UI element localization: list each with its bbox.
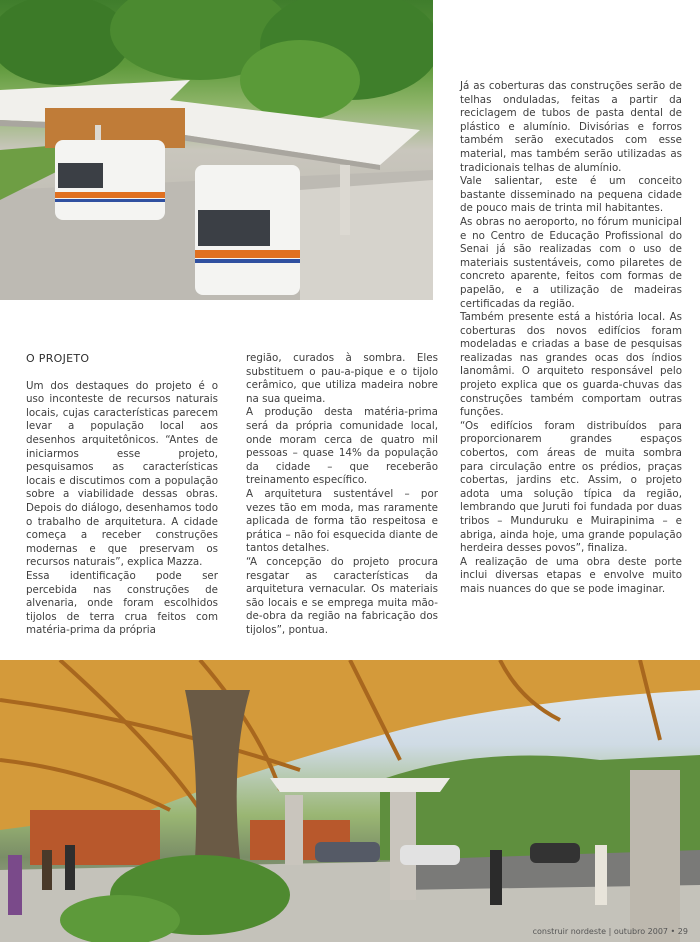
bus-terminal-rendering [0, 0, 433, 300]
article-column-3 [460, 80, 682, 597]
page-footer: construir nordeste | outubro 2007 • 29 [532, 927, 688, 936]
section-heading: O PROJETO [26, 352, 90, 365]
covered-plaza-rendering [0, 660, 700, 942]
paragraph: As obras no aeroporto, no fórum municipal e no Centro de Educação Profissional do Senai já são realizadas com o uso de materiais sustentáveis, como pilaretes de concreto aparente, feitos com formas de papelão, e a utilização de madeiras certificadas da região. [460, 215, 682, 310]
paragraph: Um dos destaques do projeto é o uso inconteste de recursos naturais locais, cujas características parecem levar a população local aos desenhos arquitetônicos. “Antes de iniciarmos esse projeto, pesquisamos as características locais e discutimos com a população sobre a viabilidade dessas obras. Depois do diálogo, desenhamos todo o trabalho de arquitetura. A cidade começa a receber construções modernas e que preservam os recursos naturais”, explica Mazza. [26, 379, 218, 569]
paragraph: A arquitetura sustentável – por vezes tão em moda, mas raramente aplicada de forma tão respeitosa e prática – não foi esquecida diante de tantos detalhes. [246, 487, 438, 555]
paragraph: “Os edifícios foram distribuídos para proporcionarem grandes espaços cobertos, com áreas de muita sombra para circulação entre os prédios, praças cobertas, jardins etc. Assim, o projeto adota uma solução típica da região, lembrando que Juruti foi fundada por duas tribos – Munduruku e Muirapinima – e abriga, ainda hoje, uma grande população herdeira desses povos”, finaliza. [460, 419, 682, 555]
paragraph: Já as coberturas das construções serão de telhas onduladas, feitas a partir da reciclagem de tubos de pasta dental de plástico e alumínio. Divisórias e forros também serão executados com esse material, mas também serão utilizadas as tradicionais telhas de alumínio. [460, 80, 682, 174]
paragraph: Vale salientar, este é um conceito bastante disseminado na pequena cidade de pouco mais de trinta mil habitantes. [460, 175, 682, 215]
article-column-1 [26, 352, 218, 638]
top-illustration [0, 0, 433, 300]
paragraph: A realização de uma obra deste porte inclui diversas etapas e envolve muito mais nuances do que se pode imaginar. [460, 555, 682, 595]
bottom-illustration [0, 660, 700, 942]
paragraph: região, curados à sombra. Eles substituem o pau-a-pique e o tijolo cerâmico, que utiliza madeira nobre na sua queima. [246, 352, 438, 405]
paragraph: “A concepção do projeto procura resgatar as características da arquitetura vernacular. Os materiais são locais e se emprega muita mão-de-obra da região na fabricação dos tijolos”, pontua. [246, 555, 438, 636]
article-column-2 [246, 352, 438, 637]
paragraph: Essa identificação pode ser percebida nas construções de alvenaria, onde foram escolhidos tijolos de terra crua feitos com matéria-prima da própria [26, 569, 218, 637]
paragraph: A produção desta matéria-prima será da própria comunidade local, onde moram cerca de quatro mil pessoas – quase 14% da população da cidade – que receberão treinamento específico. [246, 406, 438, 487]
paragraph: Também presente está a história local. As coberturas dos novos edifícios foram modeladas e criadas a base de pesquisas realizadas nas grandes ocas dos índios Ianomâmi. O arquiteto responsável pelo projeto explica que os guarda-chuvas das construções também comportam outras funções. [460, 311, 682, 419]
